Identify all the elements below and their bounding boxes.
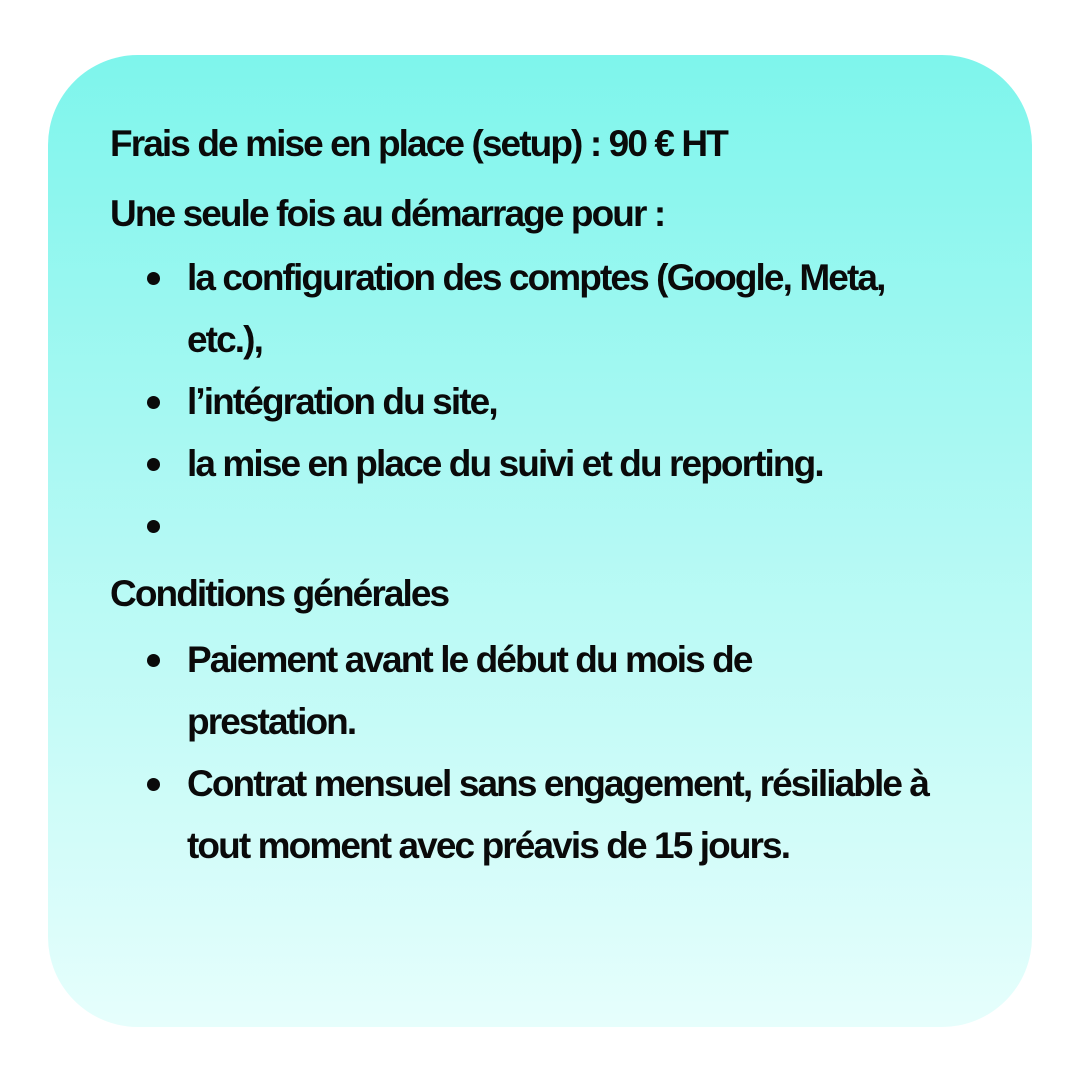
list-item bbox=[187, 371, 992, 433]
bullet-icon bbox=[147, 396, 160, 409]
bullet-icon bbox=[147, 458, 160, 471]
list-item bbox=[187, 629, 992, 753]
bullet-icon bbox=[147, 520, 160, 533]
setup-list bbox=[110, 247, 992, 557]
pricing-card bbox=[48, 55, 1032, 1027]
conditions-list bbox=[110, 629, 992, 877]
list-item-text: la configuration des comptes (Google, Meta, etc.), bbox=[187, 257, 885, 360]
setup-intro: Une seule fois au démarrage pour : bbox=[110, 193, 665, 234]
list-item-text: la mise en place du suivi et du reporting. bbox=[187, 443, 823, 484]
list-item-text: Paiement avant le début du mois de prestation. bbox=[187, 639, 752, 742]
list-item-empty bbox=[187, 495, 992, 557]
bullet-icon bbox=[147, 654, 160, 667]
list-item-text: l’intégration du site, bbox=[187, 381, 497, 422]
card-content bbox=[110, 113, 992, 877]
list-item bbox=[187, 247, 992, 371]
bullet-icon bbox=[147, 778, 160, 791]
bullet-icon bbox=[147, 272, 160, 285]
list-item bbox=[187, 433, 992, 495]
setup-fee-line: Frais de mise en place (setup) : 90 € HT bbox=[110, 123, 727, 164]
list-item bbox=[187, 753, 992, 877]
list-item-text: Contrat mensuel sans engagement, résiliable à tout moment avec préavis de 15 jours. bbox=[187, 763, 929, 866]
conditions-title: Conditions générales bbox=[110, 573, 449, 614]
